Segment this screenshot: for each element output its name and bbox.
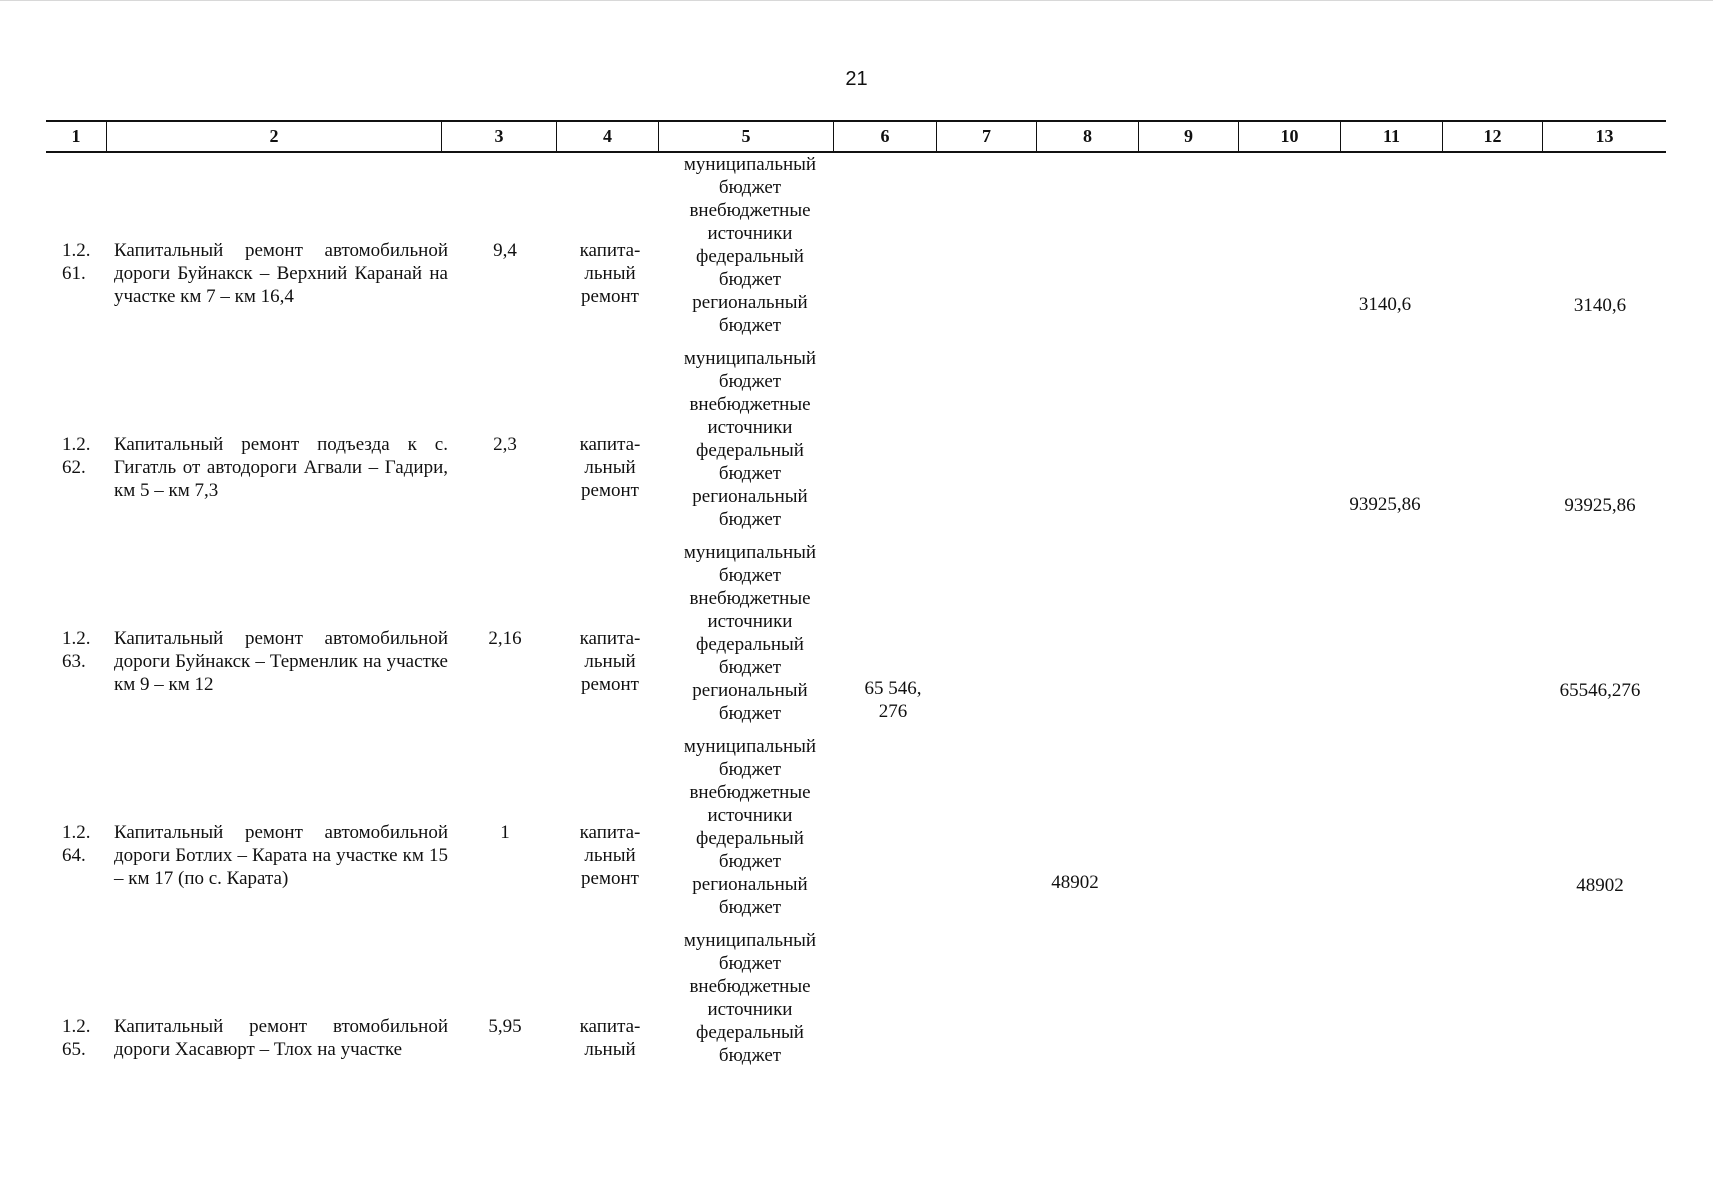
column-header-7: 7 — [936, 122, 1036, 151]
column-header-4: 4 — [556, 122, 658, 151]
row-funding-sources: муниципальный бюджет внебюджетные источники федеральный бюджет — [683, 930, 817, 1066]
row-length-km: 9,4 — [493, 240, 517, 261]
row-work-type: капита- льный ремонт — [579, 822, 641, 889]
row-value-13: 48902 — [1576, 875, 1624, 896]
row-title: Капитальный ремонт автомобильной дороги Ботлих – Карата на участке км 15 – км 17 (по с. Карата) — [114, 822, 448, 889]
row-value-11: 93925,86 — [1349, 494, 1421, 515]
table-row — [0, 153, 1713, 347]
table-row — [0, 735, 1713, 929]
column-header-13: 13 — [1542, 122, 1666, 151]
row-work-type: капита- льный — [579, 1016, 641, 1060]
row-value-13: 3140,6 — [1573, 295, 1627, 316]
column-header-3: 3 — [441, 122, 556, 151]
row-length-km: 1 — [500, 822, 510, 843]
row-funding-sources: муниципальный бюджет внебюджетные источники федеральный бюджет региональный бюджет — [683, 542, 817, 724]
row-work-type: капита- льный ремонт — [579, 628, 641, 695]
row-title: Капитальный ремонт автомобильной дороги Буйнакск – Терменлик на участке км 9 – км 12 — [114, 628, 448, 695]
row-title: Капитальный ремонт втомобильной дороги Хасавюрт – Тлох на участке — [114, 1016, 448, 1060]
row-number: 1.2. 63. — [62, 628, 91, 672]
row-length-km: 2,16 — [488, 628, 522, 649]
row-funding-sources: муниципальный бюджет внебюджетные источники федеральный бюджет региональный бюджет — [683, 736, 817, 918]
row-number: 1.2. 61. — [62, 240, 91, 284]
column-header-2: 2 — [106, 122, 441, 151]
table-row — [0, 347, 1713, 541]
row-work-type: капита- льный ремонт — [579, 434, 641, 501]
column-header-11: 11 — [1340, 122, 1442, 151]
column-header-9: 9 — [1138, 122, 1238, 151]
row-value-6: 65 546, 276 — [864, 678, 922, 722]
row-funding-sources: муниципальный бюджет внебюджетные источники федеральный бюджет региональный бюджет — [683, 348, 817, 530]
column-header-6: 6 — [833, 122, 936, 151]
row-funding-sources: муниципальный бюджет внебюджетные источники федеральный бюджет региональный бюджет — [683, 154, 817, 336]
column-header-1: 1 — [71, 126, 81, 146]
column-header-8: 8 — [1036, 122, 1138, 151]
row-value-13: 65546,276 — [1559, 680, 1641, 701]
row-length-km: 2,3 — [493, 434, 517, 455]
column-header-5: 5 — [658, 122, 833, 151]
row-value-11: 3140,6 — [1358, 294, 1412, 315]
column-header-12: 12 — [1442, 122, 1542, 151]
row-title: Капитальный ремонт автомобильной дороги Буйнакск – Верхний Каранай на участке км 7 – км 16,4 — [114, 240, 448, 307]
page-number: 21 — [845, 68, 868, 90]
row-work-type: капита- льный ремонт — [579, 240, 641, 307]
row-value-13: 93925,86 — [1564, 495, 1636, 516]
row-title: Капитальный ремонт подъезда к с. Гигатль от автодороги Агвали – Гадири, км 5 – км 7,3 — [114, 434, 448, 501]
row-number: 1.2. 62. — [62, 434, 91, 478]
row-value-8: 48902 — [1051, 872, 1099, 893]
column-header-10: 10 — [1238, 122, 1340, 151]
table-row — [0, 929, 1713, 1123]
table-header-row — [46, 120, 1666, 153]
scan-edge-line — [0, 0, 1713, 1]
table-row — [0, 541, 1713, 735]
row-number: 1.2. 64. — [62, 822, 91, 866]
row-length-km: 5,95 — [488, 1016, 522, 1037]
row-number: 1.2. 65. — [62, 1016, 91, 1060]
